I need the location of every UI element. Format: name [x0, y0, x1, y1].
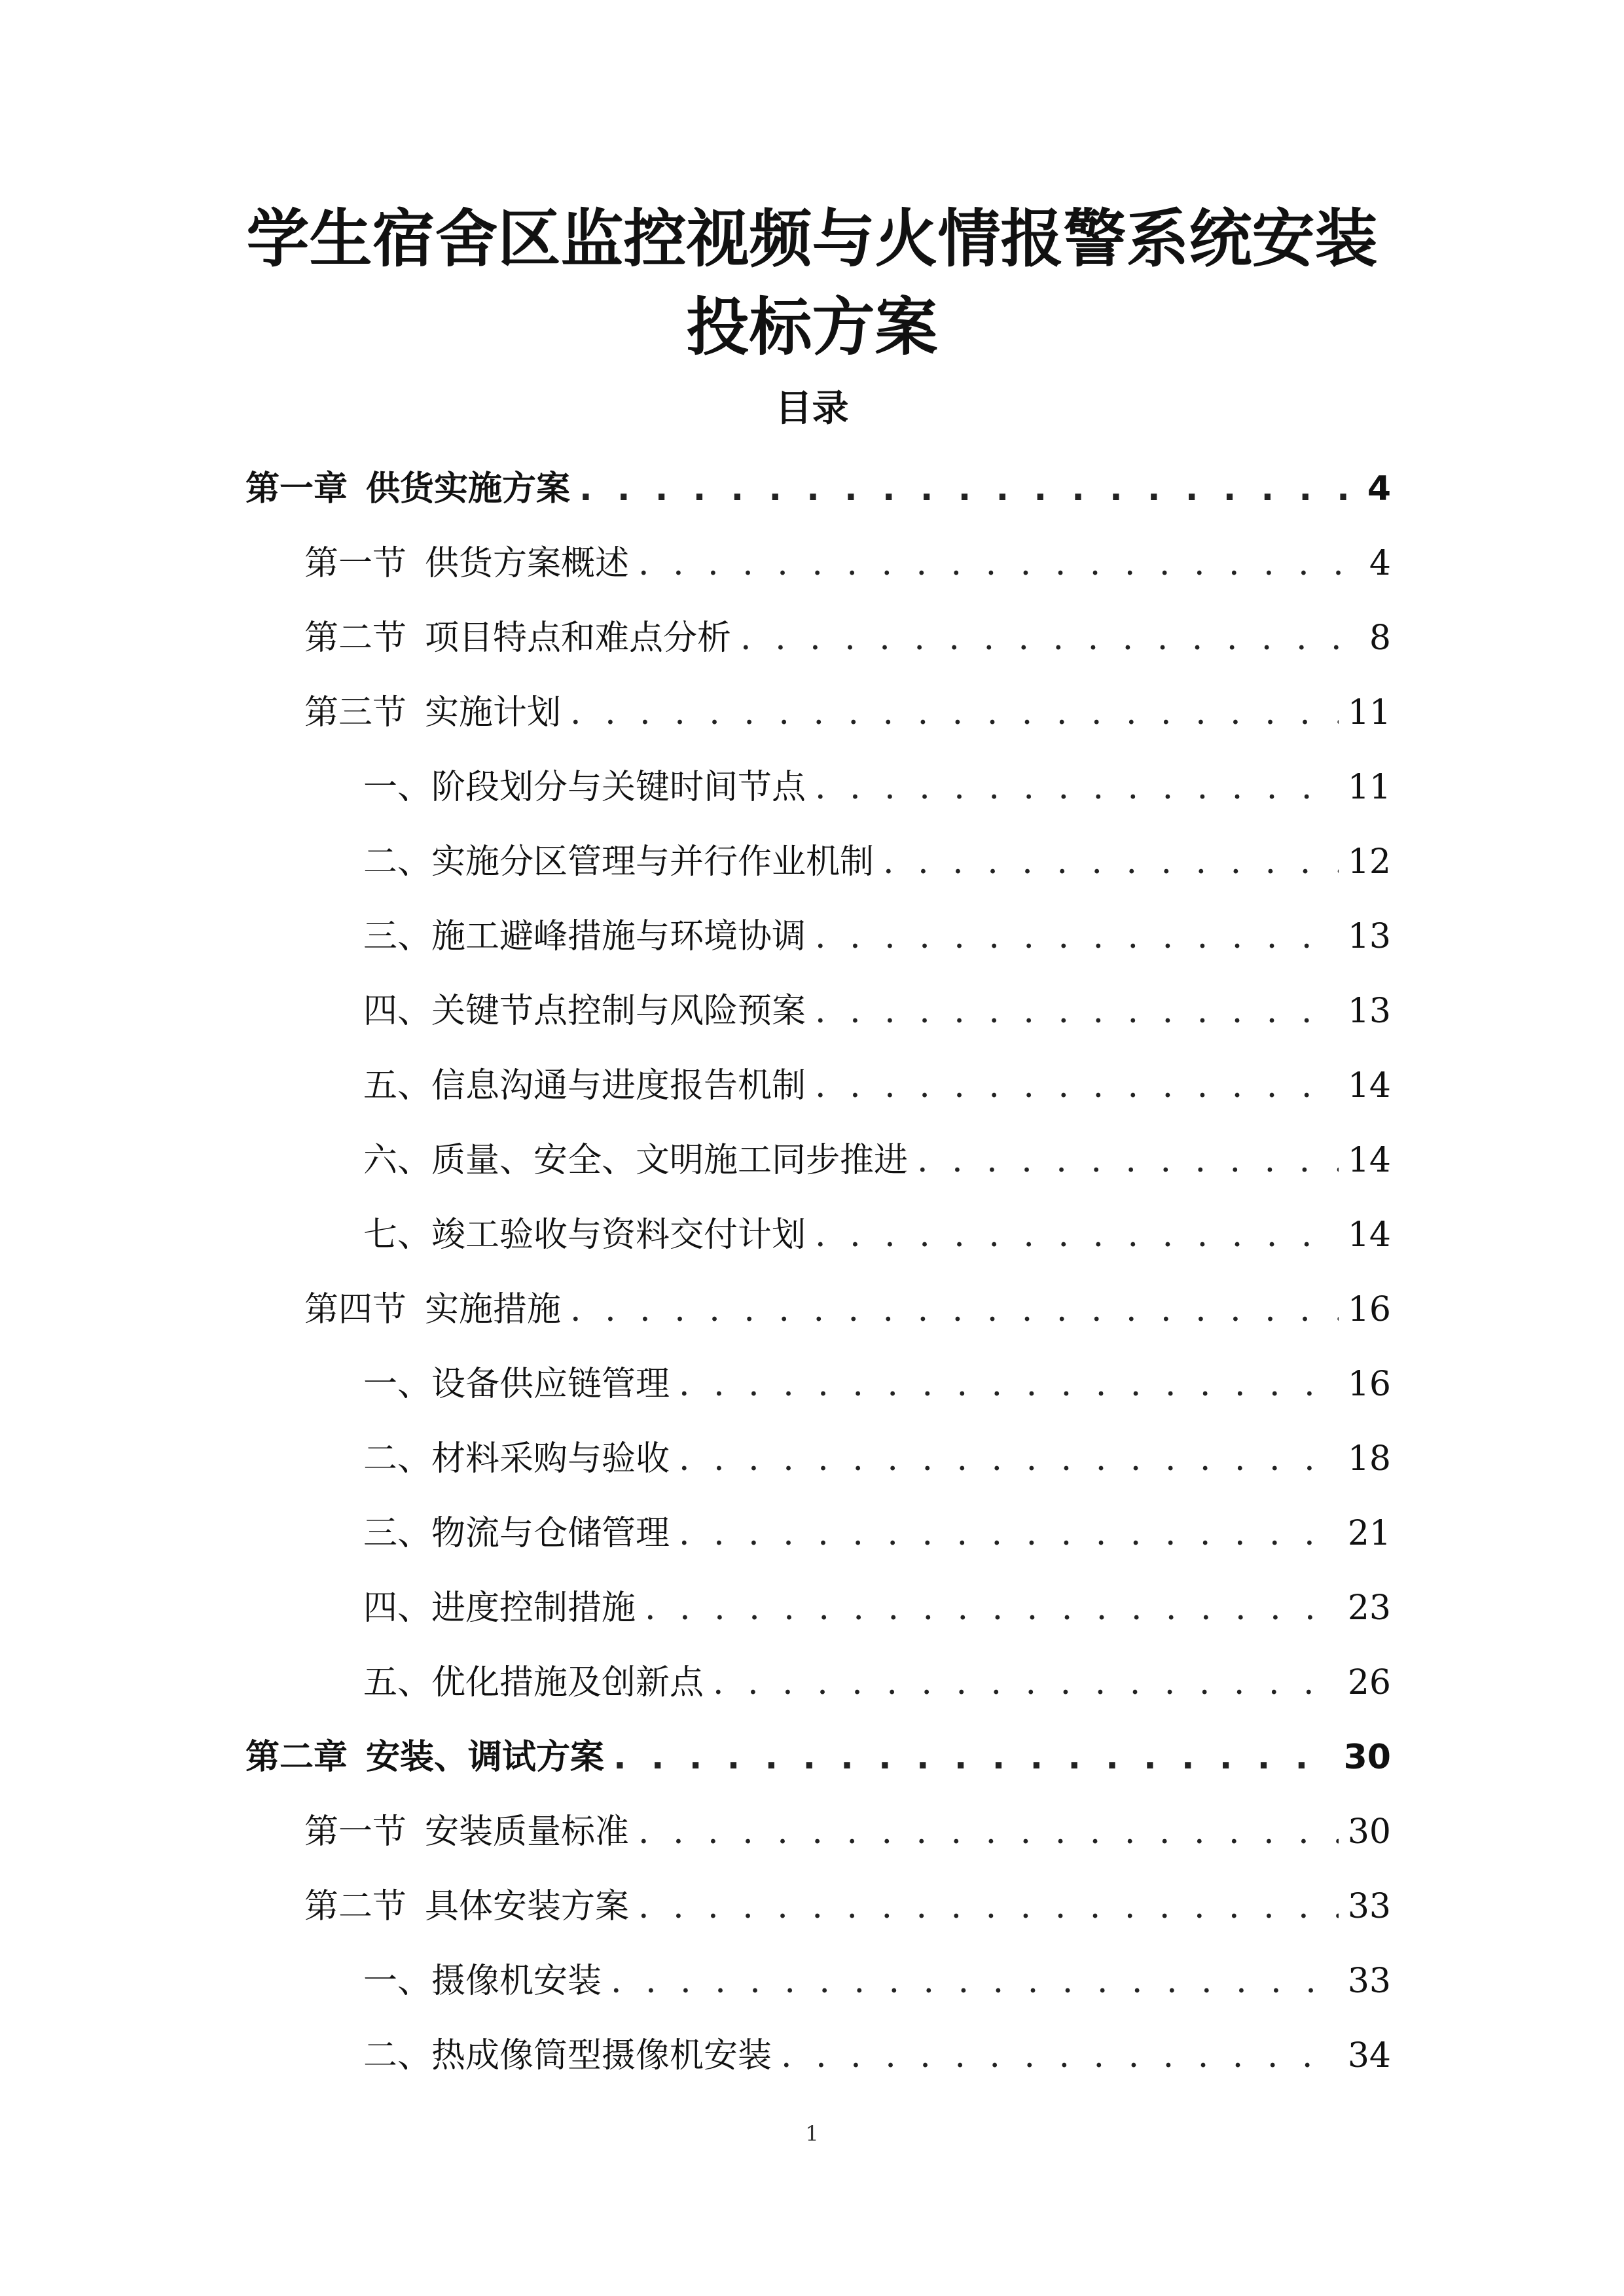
toc-dot-leader — [638, 526, 1360, 601]
toc-entry-number: 一、 — [363, 1365, 432, 1404]
toc-entry-title: 竣工验收与资料交付计划 — [431, 1215, 806, 1255]
toc-dot-leader — [613, 1720, 1335, 1795]
toc-dot-leader — [638, 1869, 1339, 1944]
toc-entry-number: 第二节 — [304, 619, 407, 658]
toc-entry-title: 物流与仓储管理 — [431, 1514, 670, 1553]
toc-dot-leader — [815, 1049, 1339, 1123]
toc-entry[interactable] — [0, 1198, 1624, 1272]
toc-entry-title: 具体安装方案 — [425, 1887, 630, 1926]
toc-dot-leader — [679, 1422, 1339, 1496]
toc-entry-number: 四、 — [363, 992, 432, 1031]
toc-entry-number: 四、 — [363, 1588, 432, 1628]
toc-entry[interactable] — [0, 1571, 1624, 1645]
toc-entry[interactable] — [0, 1645, 1624, 1720]
toc-entry-title: 实施分区管理与并行作业机制 — [431, 842, 875, 882]
toc-entry-page: 16 — [1347, 1290, 1391, 1329]
toc-entry[interactable] — [0, 1944, 1624, 2018]
toc-entry[interactable] — [0, 899, 1624, 974]
toc-entry-title: 实施计划 — [425, 693, 562, 732]
document-title-line-1: 学生宿舍区监控视频与火情报警系统安装 — [246, 202, 1378, 276]
toc-entry-number: 二、 — [363, 842, 432, 882]
toc-entry-page: 33 — [1347, 1887, 1391, 1926]
toc-entry-page: 30 — [1343, 1738, 1391, 1777]
toc-entry-title: 优化措施及创新点 — [431, 1663, 704, 1702]
toc-entry-page: 23 — [1347, 1588, 1391, 1628]
toc-entry-number: 第三节 — [304, 693, 407, 732]
toc-entry[interactable] — [0, 452, 1624, 526]
toc-entry[interactable] — [0, 974, 1624, 1049]
toc-entry[interactable] — [0, 1272, 1624, 1347]
toc-entry-page: 14 — [1347, 1141, 1391, 1180]
toc-dot-leader — [579, 452, 1358, 526]
toc-entry-page: 34 — [1347, 2036, 1391, 2075]
toc-entry-page: 26 — [1347, 1663, 1391, 1702]
toc-entry-title: 质量、安全、文明施工同步推进 — [431, 1141, 909, 1180]
toc-heading: 目录 — [775, 387, 849, 430]
toc-entry[interactable] — [0, 750, 1624, 825]
toc-entry-number: 七、 — [363, 1215, 432, 1255]
toc-entry-page: 11 — [1347, 693, 1391, 732]
toc-entry-title: 进度控制措施 — [431, 1588, 636, 1628]
toc-entry-number: 五、 — [363, 1663, 432, 1702]
toc-entry-page: 11 — [1347, 768, 1391, 807]
toc-dot-leader — [713, 1645, 1339, 1720]
toc-entry-number: 一、 — [363, 1962, 432, 2001]
toc-entry[interactable] — [0, 1347, 1624, 1422]
toc-entry-title: 实施措施 — [425, 1290, 562, 1329]
toc-dot-leader — [740, 601, 1360, 675]
toc-entry-page: 8 — [1369, 619, 1391, 658]
toc-entry[interactable] — [0, 2018, 1624, 2093]
toc-entry-number: 第二节 — [304, 1887, 407, 1926]
page-number: 1 — [805, 2121, 819, 2146]
toc-dot-leader — [638, 1795, 1339, 1869]
toc-entry-title: 供货方案概述 — [425, 544, 630, 583]
toc-entry-page: 14 — [1347, 1066, 1391, 1105]
toc-entry-number: 五、 — [363, 1066, 432, 1105]
toc-entry-number: 六、 — [363, 1141, 432, 1180]
toc-entry-page: 4 — [1367, 469, 1391, 509]
toc-dot-leader — [815, 974, 1339, 1049]
toc-dot-leader — [815, 899, 1339, 974]
toc-dot-leader — [815, 750, 1339, 825]
toc-dot-leader — [570, 675, 1339, 750]
toc-entry-title: 安装、调试方案 — [366, 1738, 605, 1777]
toc-entry[interactable] — [0, 1869, 1624, 1944]
toc-entry-page: 21 — [1347, 1514, 1391, 1553]
toc-entry-number: 第一章 — [245, 469, 348, 509]
toc-entry-number: 二、 — [363, 2036, 432, 2075]
toc-entry-number: 二、 — [363, 1439, 432, 1479]
toc-dot-leader — [611, 1944, 1339, 2018]
toc-entry-page: 16 — [1347, 1365, 1391, 1404]
toc-entry[interactable] — [0, 1422, 1624, 1496]
toc-entry[interactable] — [0, 1123, 1624, 1198]
toc-entry[interactable] — [0, 1496, 1624, 1571]
toc-entry-number: 第一节 — [304, 544, 407, 583]
toc-entry-title: 材料采购与验收 — [431, 1439, 670, 1479]
toc-entry-title: 关键节点控制与风险预案 — [431, 992, 806, 1031]
toc-entry-page: 33 — [1347, 1962, 1391, 2001]
document-title-line-2: 投标方案 — [686, 291, 938, 364]
toc-entry[interactable] — [0, 526, 1624, 601]
toc-entry-title: 安装质量标准 — [425, 1812, 630, 1852]
toc-entry-title: 项目特点和难点分析 — [425, 619, 732, 658]
toc-entry[interactable] — [0, 601, 1624, 675]
toc-entry[interactable] — [0, 1720, 1624, 1795]
toc-entry-page: 14 — [1347, 1215, 1391, 1255]
toc-entry[interactable] — [0, 1795, 1624, 1869]
toc-entry[interactable] — [0, 825, 1624, 899]
toc-entry-page: 30 — [1347, 1812, 1391, 1852]
toc-entry-title: 摄像机安装 — [431, 1962, 602, 2001]
toc-entry-page: 4 — [1369, 544, 1391, 583]
table-of-contents — [0, 452, 1624, 2093]
toc-entry[interactable] — [0, 1049, 1624, 1123]
toc-entry-title: 信息沟通与进度报告机制 — [431, 1066, 806, 1105]
toc-entry-title: 施工避峰措施与环境协调 — [431, 917, 806, 956]
toc-entry-number: 三、 — [363, 917, 432, 956]
toc-dot-leader — [679, 1496, 1339, 1571]
toc-dot-leader — [917, 1123, 1339, 1198]
toc-entry-page: 13 — [1347, 917, 1391, 956]
toc-entry-page: 12 — [1347, 842, 1391, 882]
toc-dot-leader — [815, 1198, 1339, 1272]
toc-entry-title: 热成像筒型摄像机安装 — [431, 2036, 772, 2075]
toc-entry-page: 13 — [1347, 992, 1391, 1031]
toc-dot-leader — [781, 2018, 1339, 2093]
toc-entry-title: 供货实施方案 — [366, 469, 571, 509]
toc-dot-leader — [883, 825, 1339, 899]
toc-entry-number: 第一节 — [304, 1812, 407, 1852]
toc-entry-number: 一、 — [363, 768, 432, 807]
toc-entry[interactable] — [0, 675, 1624, 750]
toc-dot-leader — [645, 1571, 1339, 1645]
toc-entry-title: 阶段划分与关键时间节点 — [431, 768, 806, 807]
toc-entry-number: 三、 — [363, 1514, 432, 1553]
toc-dot-leader — [679, 1347, 1339, 1422]
toc-entry-number: 第四节 — [304, 1290, 407, 1329]
toc-entry-number: 第二章 — [245, 1738, 348, 1777]
toc-entry-page: 18 — [1347, 1439, 1391, 1479]
toc-entry-title: 设备供应链管理 — [431, 1365, 670, 1404]
toc-dot-leader — [570, 1272, 1339, 1347]
